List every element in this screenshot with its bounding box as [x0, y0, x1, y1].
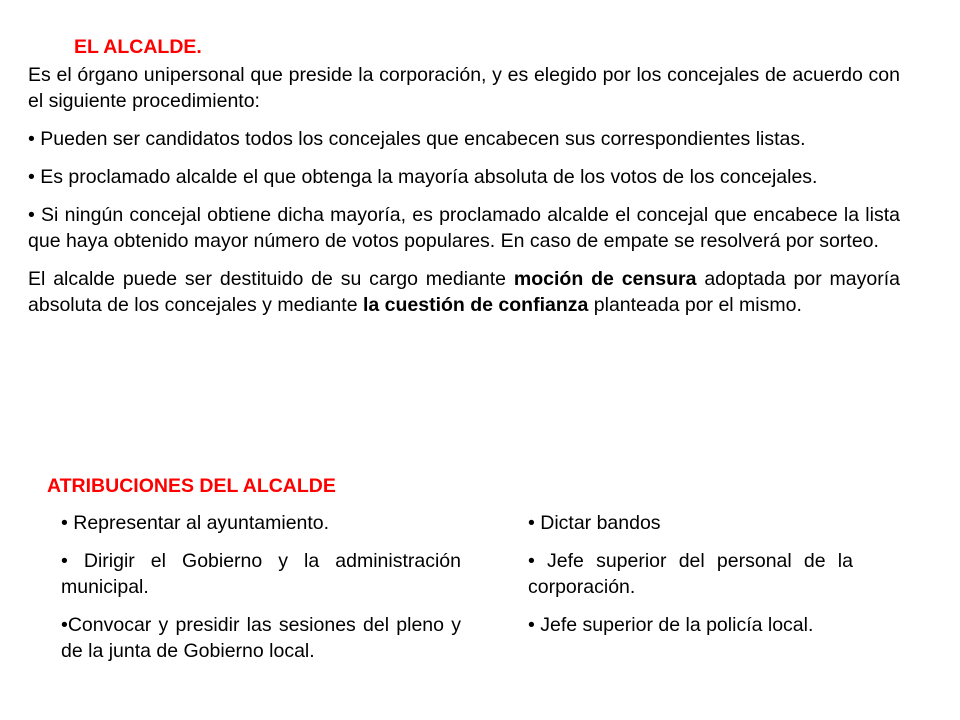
procedure-item-3: • Si ningún concejal obtiene dicha mayoría, es proclamado alcalde el concejal que encabece la lista que haya obtenido mayor número de votos populares. En caso de empate se resolverá por sorteo. — [28, 204, 900, 252]
main-text-block — [28, 32, 900, 330]
attribution-item: • Jefe superior del personal de la corporación. — [528, 550, 853, 598]
page-title: EL ALCALDE. — [74, 36, 202, 58]
section-subtitle: ATRIBUCIONES DEL ALCALDE — [47, 475, 336, 497]
attribution-item: • Jefe superior de la policía local. — [528, 614, 814, 636]
closing-bold-censure: moción de censura — [513, 268, 697, 290]
procedure-item-2: • Es proclamado alcalde el que obtenga la mayoría absoluta de los votos de los concejales. — [28, 166, 818, 188]
attribution-item: • Dictar bandos — [528, 512, 661, 534]
attribution-item: • Dirigir el Gobierno y la administración municipal. — [61, 550, 461, 598]
attribution-item: • Representar al ayuntamiento. — [61, 512, 330, 534]
closing-text-2: adoptada por mayoría absoluta de los concejales y mediante — [28, 268, 900, 316]
intro-paragraph: Es el órgano unipersonal que preside la corporación, y es elegido por los concejales de acuerdo con el siguiente procedimiento: — [28, 64, 900, 112]
attribution-item: •Convocar y presidir las sesiones del pleno y de la junta de Gobierno local. — [61, 614, 461, 662]
closing-text-1: El alcalde puede ser destituido de su cargo mediante — [28, 268, 514, 290]
procedure-item-1: • Pueden ser candidatos todos los concejales que encabecen sus correspondientes listas. — [28, 128, 806, 150]
closing-text-3: planteada por el mismo. — [588, 294, 802, 316]
attributions-right-column — [528, 510, 853, 650]
closing-bold-confidence: la cuestión de confianza — [362, 294, 589, 316]
attributions-left-column — [61, 510, 461, 676]
closing-paragraph — [28, 266, 900, 318]
